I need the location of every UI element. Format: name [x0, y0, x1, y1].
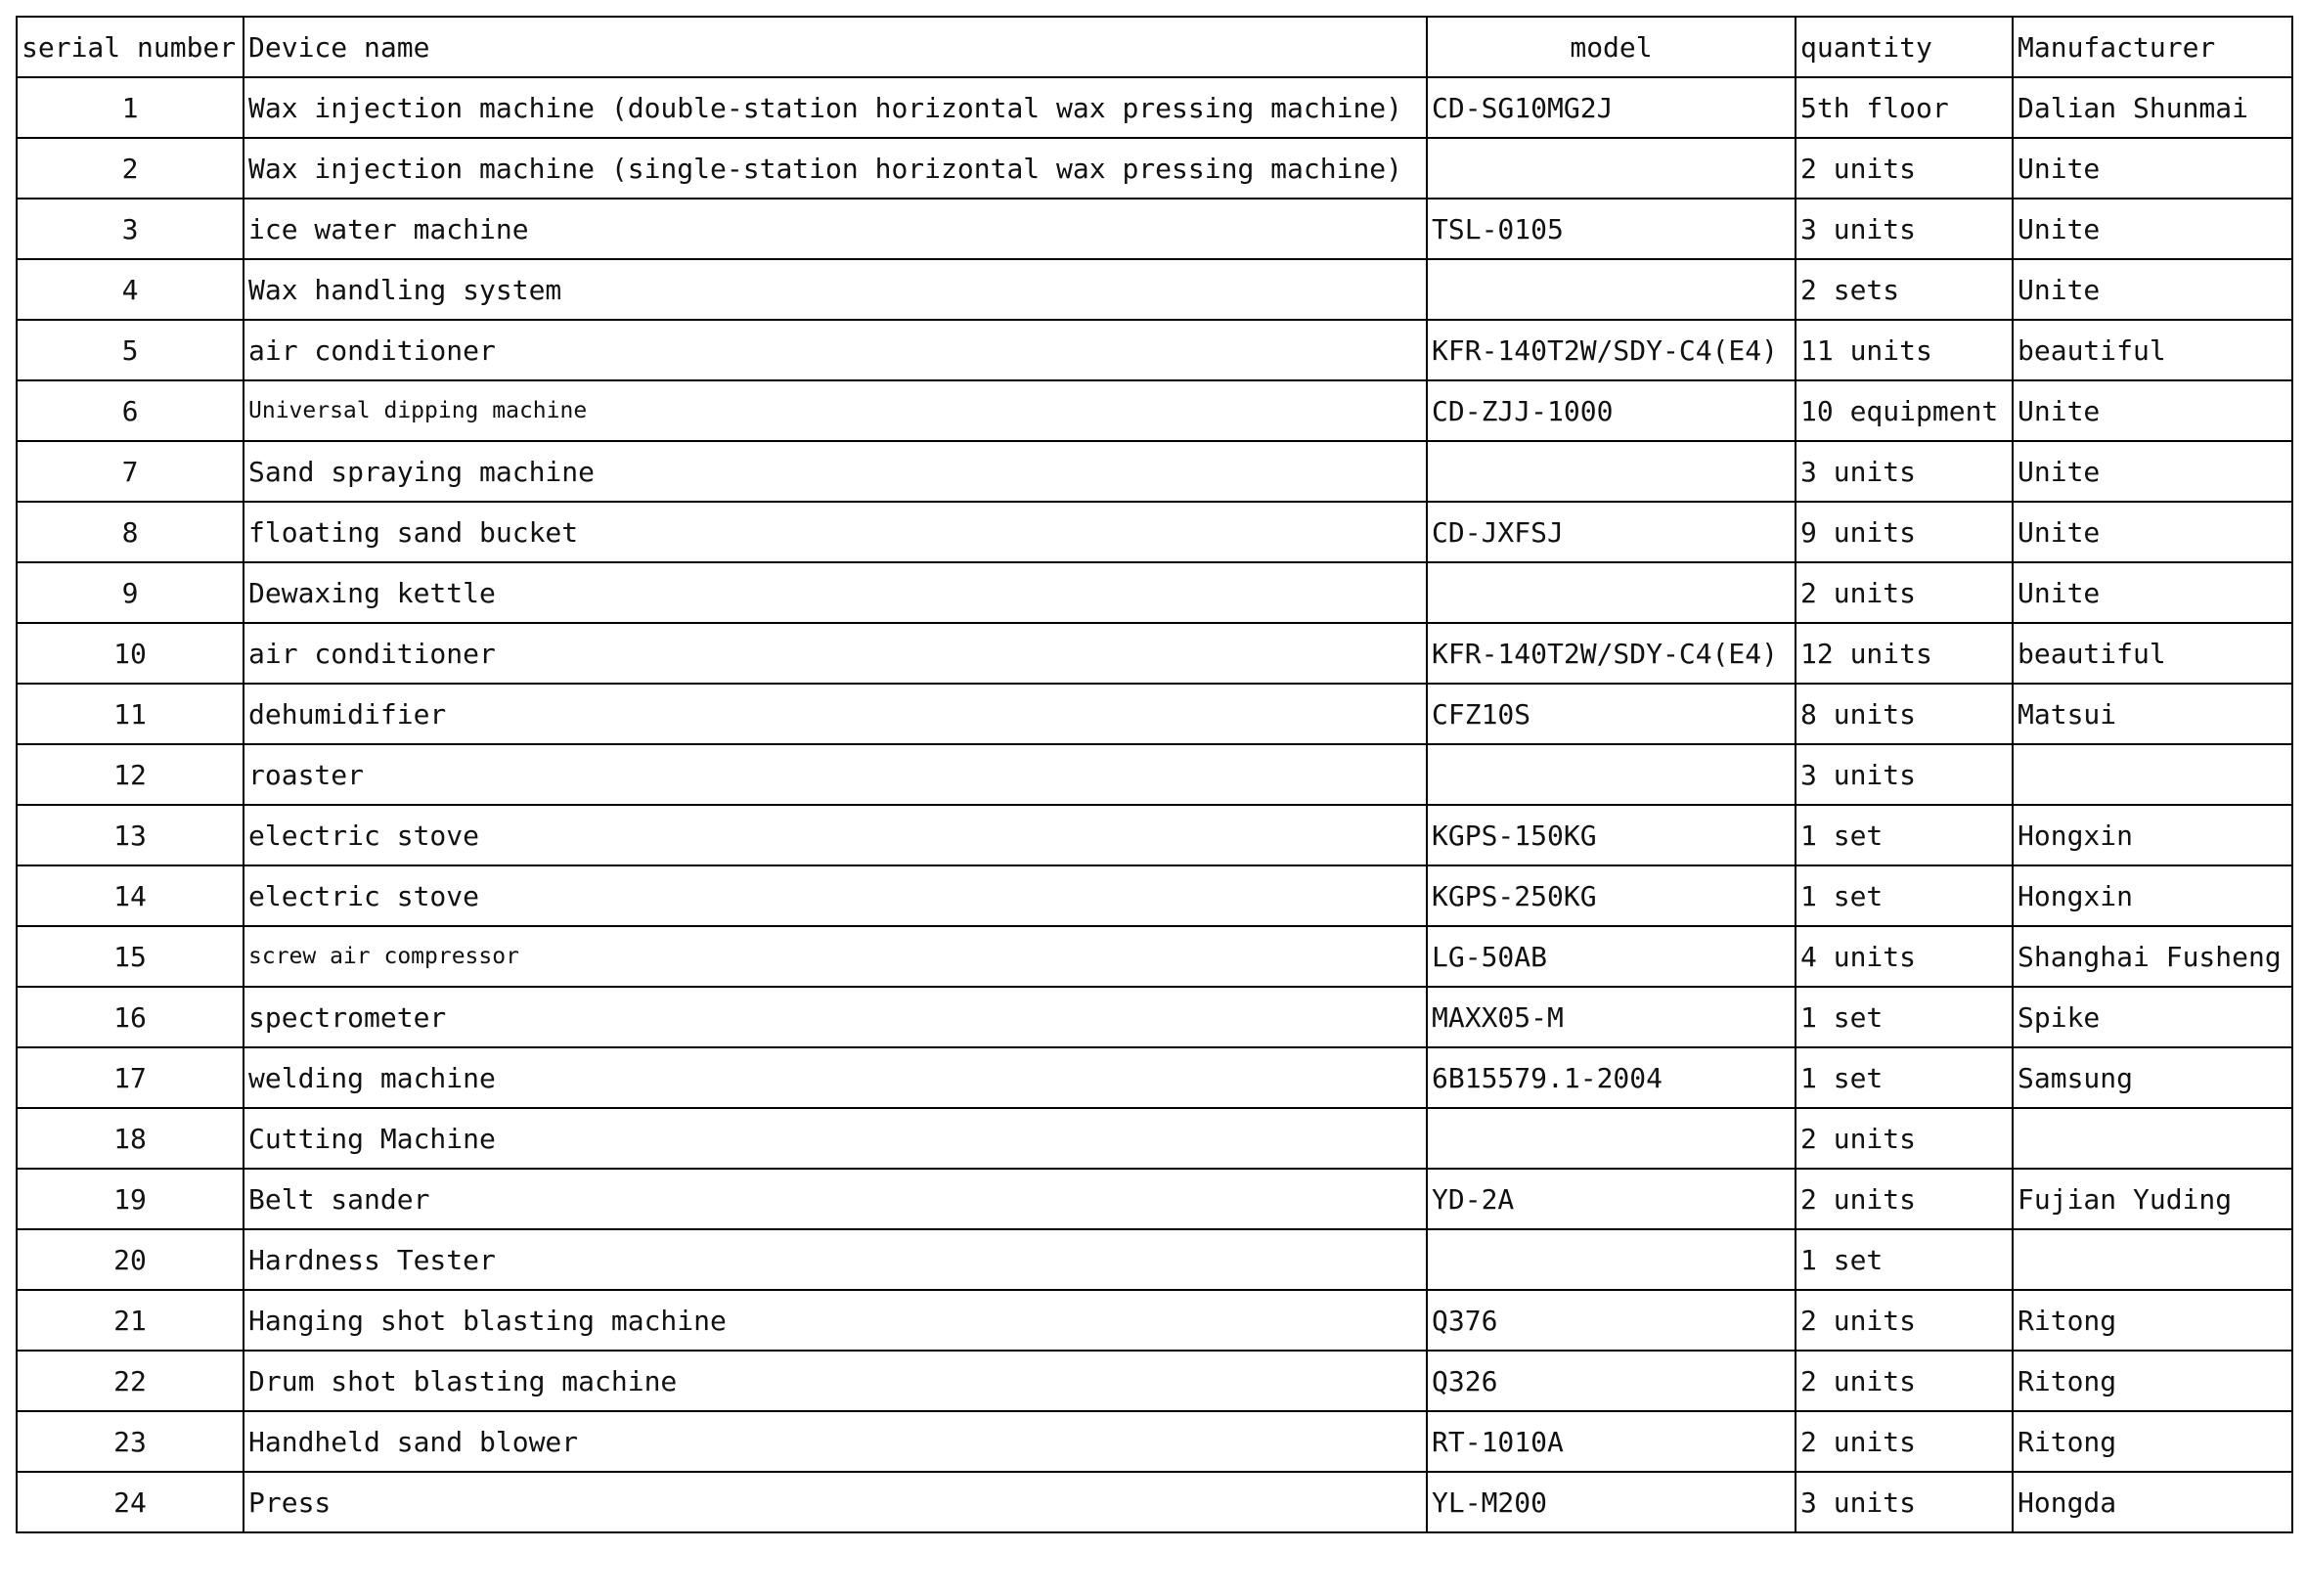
cell-serial-number: 17 — [17, 1047, 244, 1108]
cell-manufacturer: Hongda — [2013, 1472, 2292, 1532]
cell-quantity: 2 units — [1796, 1290, 2013, 1351]
cell-model: CD-ZJJ-1000 — [1427, 380, 1796, 441]
cell-device-name: roaster — [244, 744, 1427, 805]
table-row — [17, 1108, 2292, 1169]
cell-model: MAXX05-M — [1427, 987, 1796, 1047]
cell-quantity: 3 units — [1796, 744, 2013, 805]
table-row — [17, 1229, 2292, 1290]
cell-model: CD-JXFSJ — [1427, 502, 1796, 562]
table-row — [17, 441, 2292, 502]
cell-model: Q376 — [1427, 1290, 1796, 1351]
table-row — [17, 805, 2292, 865]
equipment-table — [16, 16, 2293, 1533]
cell-model: YL-M200 — [1427, 1472, 1796, 1532]
cell-device-name: dehumidifier — [244, 684, 1427, 744]
cell-serial-number: 5 — [17, 320, 244, 380]
table-row — [17, 320, 2292, 380]
cell-model: RT-1010A — [1427, 1411, 1796, 1472]
header-model: model — [1427, 17, 1796, 77]
cell-model — [1427, 1229, 1796, 1290]
cell-manufacturer: Shanghai Fusheng — [2013, 926, 2292, 987]
header-quantity: quantity — [1796, 17, 2013, 77]
cell-quantity: 2 sets — [1796, 259, 2013, 320]
cell-manufacturer: Unite — [2013, 441, 2292, 502]
cell-model: 6B15579.1-2004 — [1427, 1047, 1796, 1108]
cell-device-name: ice water machine — [244, 199, 1427, 259]
cell-quantity: 12 units — [1796, 623, 2013, 684]
table-row — [17, 502, 2292, 562]
cell-serial-number: 4 — [17, 259, 244, 320]
cell-model — [1427, 441, 1796, 502]
table-row — [17, 865, 2292, 926]
cell-quantity: 8 units — [1796, 684, 2013, 744]
cell-model: KFR-140T2W/SDY-C4(E4) — [1427, 320, 1796, 380]
cell-device-name: welding machine — [244, 1047, 1427, 1108]
cell-serial-number: 7 — [17, 441, 244, 502]
cell-serial-number: 15 — [17, 926, 244, 987]
cell-serial-number: 18 — [17, 1108, 244, 1169]
cell-quantity: 11 units — [1796, 320, 2013, 380]
cell-device-name: Hardness Tester — [244, 1229, 1427, 1290]
cell-device-name: Wax injection machine (single-station horizontal wax pressing machine) — [244, 138, 1427, 199]
table-row — [17, 684, 2292, 744]
cell-model: CD-SG10MG2J — [1427, 77, 1796, 138]
cell-device-name: Handheld sand blower — [244, 1411, 1427, 1472]
table-row — [17, 1290, 2292, 1351]
cell-model: YD-2A — [1427, 1169, 1796, 1229]
cell-device-name: Belt sander — [244, 1169, 1427, 1229]
cell-manufacturer: Spike — [2013, 987, 2292, 1047]
cell-manufacturer: Ritong — [2013, 1411, 2292, 1472]
cell-quantity: 2 units — [1796, 1411, 2013, 1472]
cell-quantity: 4 units — [1796, 926, 2013, 987]
cell-serial-number: 1 — [17, 77, 244, 138]
cell-quantity: 2 units — [1796, 138, 2013, 199]
cell-quantity: 3 units — [1796, 199, 2013, 259]
table-row — [17, 926, 2292, 987]
cell-serial-number: 11 — [17, 684, 244, 744]
cell-device-name: electric stove — [244, 805, 1427, 865]
table-row — [17, 1169, 2292, 1229]
table-row — [17, 1351, 2292, 1411]
cell-serial-number: 13 — [17, 805, 244, 865]
cell-device-name: spectrometer — [244, 987, 1427, 1047]
cell-quantity: 3 units — [1796, 1472, 2013, 1532]
cell-manufacturer: Samsung — [2013, 1047, 2292, 1108]
cell-quantity: 2 units — [1796, 1351, 2013, 1411]
cell-manufacturer: Unite — [2013, 138, 2292, 199]
cell-manufacturer: beautiful — [2013, 320, 2292, 380]
cell-model: CFZ10S — [1427, 684, 1796, 744]
cell-manufacturer — [2013, 1229, 2292, 1290]
cell-quantity: 10 equipment — [1796, 380, 2013, 441]
cell-device-name: screw air compressor — [244, 926, 1427, 987]
table-row — [17, 77, 2292, 138]
table-row — [17, 562, 2292, 623]
cell-serial-number: 22 — [17, 1351, 244, 1411]
cell-device-name: Wax handling system — [244, 259, 1427, 320]
cell-quantity: 1 set — [1796, 987, 2013, 1047]
table-row — [17, 259, 2292, 320]
cell-serial-number: 16 — [17, 987, 244, 1047]
table-row — [17, 1411, 2292, 1472]
cell-manufacturer: Unite — [2013, 199, 2292, 259]
table-body — [17, 77, 2292, 1532]
cell-model — [1427, 259, 1796, 320]
cell-serial-number: 3 — [17, 199, 244, 259]
cell-manufacturer: Hongxin — [2013, 865, 2292, 926]
table-row — [17, 623, 2292, 684]
table-row — [17, 138, 2292, 199]
cell-quantity: 1 set — [1796, 1047, 2013, 1108]
cell-manufacturer — [2013, 1108, 2292, 1169]
cell-manufacturer: Dalian Shunmai — [2013, 77, 2292, 138]
cell-model — [1427, 744, 1796, 805]
cell-model: KFR-140T2W/SDY-C4(E4) — [1427, 623, 1796, 684]
cell-serial-number: 2 — [17, 138, 244, 199]
header-serial-number: serial number — [17, 17, 244, 77]
cell-manufacturer: Unite — [2013, 259, 2292, 320]
table-row — [17, 199, 2292, 259]
cell-serial-number: 21 — [17, 1290, 244, 1351]
cell-serial-number: 9 — [17, 562, 244, 623]
table-row — [17, 1472, 2292, 1532]
cell-manufacturer — [2013, 744, 2292, 805]
cell-serial-number: 14 — [17, 865, 244, 926]
table-row — [17, 1047, 2292, 1108]
cell-manufacturer: beautiful — [2013, 623, 2292, 684]
cell-quantity: 9 units — [1796, 502, 2013, 562]
cell-model — [1427, 138, 1796, 199]
cell-serial-number: 20 — [17, 1229, 244, 1290]
table-row — [17, 380, 2292, 441]
cell-quantity: 5th floor — [1796, 77, 2013, 138]
cell-model — [1427, 1108, 1796, 1169]
cell-manufacturer: Unite — [2013, 562, 2292, 623]
cell-quantity: 1 set — [1796, 805, 2013, 865]
cell-device-name: floating sand bucket — [244, 502, 1427, 562]
cell-quantity: 2 units — [1796, 1169, 2013, 1229]
cell-quantity: 1 set — [1796, 1229, 2013, 1290]
cell-serial-number: 8 — [17, 502, 244, 562]
table-row — [17, 987, 2292, 1047]
cell-device-name: Dewaxing kettle — [244, 562, 1427, 623]
cell-manufacturer: Matsui — [2013, 684, 2292, 744]
cell-model: TSL-0105 — [1427, 199, 1796, 259]
cell-device-name: electric stove — [244, 865, 1427, 926]
cell-model — [1427, 562, 1796, 623]
cell-device-name: air conditioner — [244, 320, 1427, 380]
cell-manufacturer: Ritong — [2013, 1351, 2292, 1411]
cell-device-name: Hanging shot blasting machine — [244, 1290, 1427, 1351]
cell-quantity: 2 units — [1796, 562, 2013, 623]
cell-serial-number: 12 — [17, 744, 244, 805]
cell-quantity: 1 set — [1796, 865, 2013, 926]
cell-model: LG-50AB — [1427, 926, 1796, 987]
cell-serial-number: 10 — [17, 623, 244, 684]
header-manufacturer: Manufacturer — [2013, 17, 2292, 77]
cell-device-name: Universal dipping machine — [244, 380, 1427, 441]
table-header — [17, 17, 2292, 77]
cell-device-name: Wax injection machine (double-station horizontal wax pressing machine) — [244, 77, 1427, 138]
cell-device-name: Cutting Machine — [244, 1108, 1427, 1169]
cell-serial-number: 19 — [17, 1169, 244, 1229]
cell-manufacturer: Ritong — [2013, 1290, 2292, 1351]
cell-manufacturer: Unite — [2013, 380, 2292, 441]
cell-quantity: 2 units — [1796, 1108, 2013, 1169]
table-row — [17, 744, 2292, 805]
cell-serial-number: 23 — [17, 1411, 244, 1472]
cell-serial-number: 24 — [17, 1472, 244, 1532]
cell-manufacturer: Unite — [2013, 502, 2292, 562]
cell-device-name: Sand spraying machine — [244, 441, 1427, 502]
header-device-name: Device name — [244, 17, 1427, 77]
cell-device-name: Drum shot blasting machine — [244, 1351, 1427, 1411]
cell-device-name: air conditioner — [244, 623, 1427, 684]
cell-device-name: Press — [244, 1472, 1427, 1532]
cell-model: Q326 — [1427, 1351, 1796, 1411]
cell-quantity: 3 units — [1796, 441, 2013, 502]
header-row — [17, 17, 2292, 77]
cell-manufacturer: Hongxin — [2013, 805, 2292, 865]
cell-manufacturer: Fujian Yuding — [2013, 1169, 2292, 1229]
cell-model: KGPS-150KG — [1427, 805, 1796, 865]
cell-model: KGPS-250KG — [1427, 865, 1796, 926]
cell-serial-number: 6 — [17, 380, 244, 441]
